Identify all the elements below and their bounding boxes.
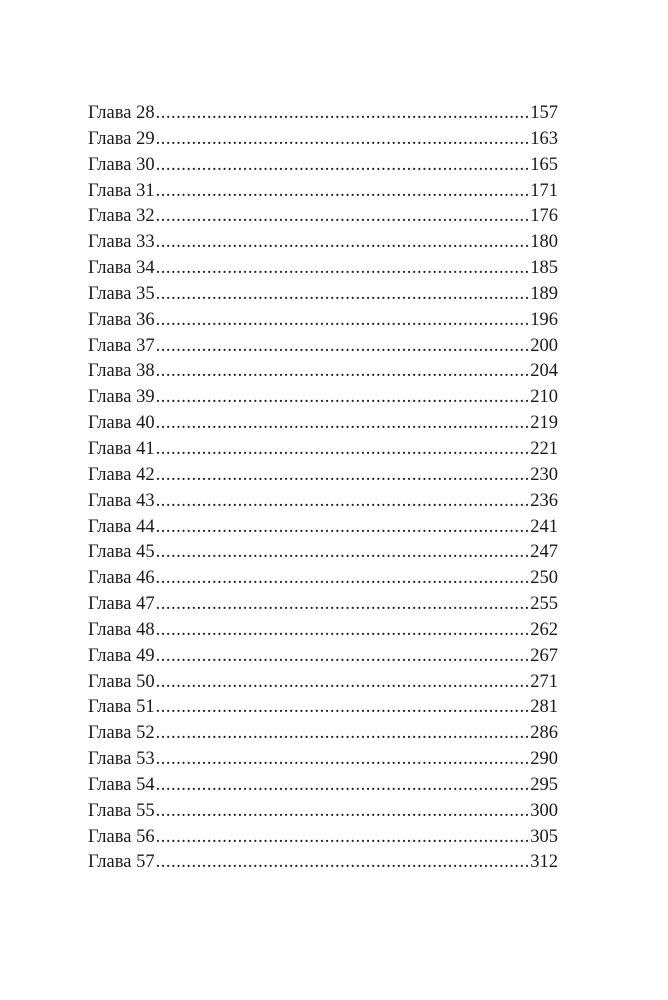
toc-page-number: 180 [530,232,558,253]
toc-page-number: 271 [530,671,558,692]
toc-entry [88,825,558,851]
toc-page-number: 176 [530,206,558,227]
toc-chapter-label: Глава 54 [88,774,155,795]
toc-dot-leader [156,153,530,179]
toc-page-number: 200 [530,335,558,356]
toc-entry [88,566,558,592]
toc-chapter-label: Глава 47 [88,594,155,615]
toc-entry [88,670,558,696]
toc-dot-leader [156,850,530,876]
toc-page-number: 286 [530,723,558,744]
toc-chapter-label: Глава 34 [88,258,155,279]
toc-chapter-label: Глава 44 [88,516,155,537]
toc-dot-leader [156,773,530,799]
toc-chapter-label: Глава 49 [88,645,155,666]
toc-chapter-label: Глава 35 [88,283,155,304]
toc-entry [88,411,558,437]
toc-dot-leader [156,127,530,153]
toc-page-number: 210 [530,387,558,408]
toc-page-number: 204 [530,361,558,382]
toc-entry [88,308,558,334]
toc-chapter-label: Глава 52 [88,723,155,744]
toc-dot-leader [156,670,530,696]
toc-chapter-label: Глава 50 [88,671,155,692]
toc-chapter-label: Глава 56 [88,826,155,847]
toc-dot-leader [156,618,530,644]
toc-dot-leader [156,489,530,515]
toc-chapter-label: Глава 32 [88,206,155,227]
toc-dot-leader [156,282,530,308]
toc-page-number: 241 [530,516,558,537]
toc-page-number: 312 [530,852,558,873]
toc-chapter-label: Глава 48 [88,619,155,640]
toc-dot-leader [156,721,530,747]
toc-entry [88,463,558,489]
toc-dot-leader [156,644,530,670]
toc-entry [88,359,558,385]
toc-chapter-label: Глава 40 [88,413,155,434]
toc-page-number: 171 [530,180,558,201]
toc-dot-leader [156,334,530,360]
toc-page-number: 230 [530,464,558,485]
toc-page-number: 165 [530,154,558,175]
toc-chapter-label: Глава 57 [88,852,155,873]
table-of-contents [88,101,558,876]
toc-entry [88,127,558,153]
toc-page-number: 236 [530,490,558,511]
toc-page-number: 219 [530,413,558,434]
toc-page-number: 262 [530,619,558,640]
toc-entry [88,773,558,799]
toc-chapter-label: Глава 30 [88,154,155,175]
toc-dot-leader [156,179,530,205]
toc-page-number: 250 [530,568,558,589]
toc-page-number: 290 [530,749,558,770]
toc-chapter-label: Глава 36 [88,309,155,330]
toc-entry [88,747,558,773]
toc-chapter-label: Глава 51 [88,697,155,718]
toc-dot-leader [156,799,530,825]
toc-dot-leader [156,230,530,256]
toc-dot-leader [156,463,530,489]
toc-entry [88,618,558,644]
toc-entry [88,282,558,308]
toc-entry [88,385,558,411]
toc-entry [88,644,558,670]
toc-entry [88,334,558,360]
toc-page-number: 255 [530,594,558,615]
toc-page-number: 300 [530,800,558,821]
toc-page-number: 247 [530,542,558,563]
toc-page-number: 295 [530,774,558,795]
toc-dot-leader [156,437,530,463]
toc-dot-leader [156,256,530,282]
toc-chapter-label: Глава 41 [88,438,155,459]
toc-dot-leader [156,540,530,566]
toc-entry [88,204,558,230]
toc-dot-leader [156,308,530,334]
toc-dot-leader [156,411,530,437]
toc-page-number: 305 [530,826,558,847]
toc-entry [88,592,558,618]
toc-dot-leader [156,566,530,592]
toc-page-number: 189 [530,283,558,304]
toc-chapter-label: Глава 43 [88,490,155,511]
toc-page-number: 163 [530,128,558,149]
toc-chapter-label: Глава 38 [88,361,155,382]
toc-chapter-label: Глава 29 [88,128,155,149]
toc-entry [88,540,558,566]
toc-dot-leader [156,515,530,541]
toc-chapter-label: Глава 55 [88,800,155,821]
toc-entry [88,799,558,825]
toc-entry [88,256,558,282]
toc-chapter-label: Глава 33 [88,232,155,253]
toc-entry [88,695,558,721]
toc-entry [88,230,558,256]
toc-entry [88,489,558,515]
toc-dot-leader [156,747,530,773]
toc-entry [88,437,558,463]
toc-entry [88,153,558,179]
toc-page-number: 196 [530,309,558,330]
toc-entry [88,101,558,127]
toc-page-number: 267 [530,645,558,666]
toc-page-number: 221 [530,438,558,459]
toc-chapter-label: Глава 31 [88,180,155,201]
toc-chapter-label: Глава 37 [88,335,155,356]
toc-dot-leader [156,825,530,851]
toc-dot-leader [156,592,530,618]
toc-dot-leader [156,359,530,385]
toc-chapter-label: Глава 53 [88,749,155,770]
toc-page-number: 281 [530,697,558,718]
toc-chapter-label: Глава 42 [88,464,155,485]
toc-page-number: 185 [530,258,558,279]
toc-entry [88,850,558,876]
toc-chapter-label: Глава 46 [88,568,155,589]
toc-chapter-label: Глава 28 [88,103,155,123]
toc-entry [88,721,558,747]
toc-dot-leader [156,385,530,411]
toc-chapter-label: Глава 39 [88,387,155,408]
toc-dot-leader [156,695,530,721]
toc-chapter-label: Глава 45 [88,542,155,563]
toc-dot-leader [156,101,530,127]
toc-page-number: 157 [530,103,558,123]
toc-entry [88,179,558,205]
toc-entry [88,515,558,541]
toc-dot-leader [156,204,530,230]
